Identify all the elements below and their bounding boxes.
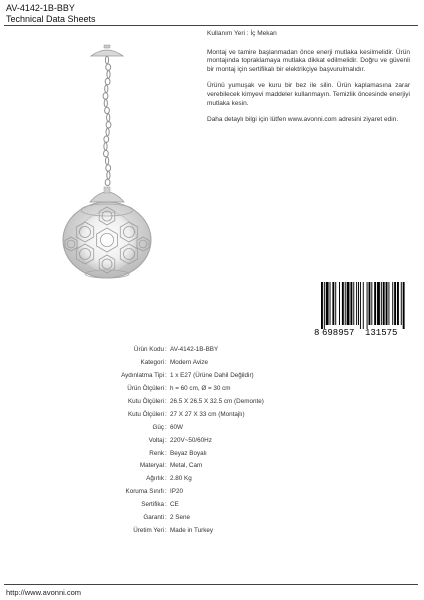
spec-label: Renk [149, 449, 164, 457]
spec-row [40, 512, 360, 525]
spec-value: 220V~50/60Hz [170, 436, 212, 444]
spec-label: Aydınlatma Tipi [121, 371, 164, 379]
pendant-lamp-image [55, 42, 170, 297]
product-code-heading: AV-4142-1B-BBY [6, 3, 75, 13]
barcode-left-digits: 698957 [322, 328, 355, 337]
usage-location-text: Kullanım Yeri : İç Mekan [207, 30, 277, 37]
spec-label: Üretim Yeri [133, 527, 164, 535]
usage-notes [207, 30, 410, 133]
spec-value: CE [170, 501, 179, 509]
header-divider [4, 25, 418, 26]
spec-row [40, 370, 360, 383]
spec-label: Kutu Ölçüleri [127, 397, 164, 405]
document-subtitle: Technical Data Sheets [6, 14, 96, 24]
spec-value: 2 Sene [170, 514, 190, 522]
spec-row [40, 448, 360, 461]
spec-value: 26.5 X 26.5 X 32.5 cm (Demonte) [170, 397, 264, 405]
footer-divider [4, 584, 418, 585]
spec-row [40, 435, 360, 448]
spec-label: Kutu Ölçüleri [127, 410, 164, 418]
spec-row [40, 357, 360, 370]
spec-value: Made in Turkey [170, 527, 214, 535]
spec-value: 1 x E27 (Ürüne Dahil Değildir) [170, 371, 254, 379]
spec-value: 60W [170, 423, 183, 431]
cleaning-instructions-text: Ürünü yumuşak ve kuru bir bez ile silin. Ürün kaplamasına zarar verebilecek kimyevi maddeler kullanmayın. Temizlik öncesinde enerjiyi mutlaka kesin. [207, 82, 410, 107]
spec-label: Koruma Sınıfı [125, 488, 164, 496]
more-info-text: Daha detaylı bilgi için lütfen www.avonni.com adresini ziyaret edin. [207, 116, 399, 124]
installation-warning-text: Montaj ve tamire başlanmadan önce enerji mutlaka kesilmelidir. Ürün montajında topraklamaya mutlaka dikkat edilmelidir. Doğru ve güvenli bir montaj için sertifikalı bir elektrikçiye başvurulmalıdır. [207, 48, 410, 73]
spec-separator: : [165, 423, 167, 431]
spec-row [40, 486, 360, 499]
spec-row [40, 383, 360, 396]
spec-row [40, 525, 360, 538]
spec-value: h = 60 cm, Ø = 30 cm [170, 384, 231, 392]
spec-value: 27 X 27 X 33 cm (Montajlı) [170, 410, 245, 418]
spec-separator: : [165, 527, 167, 535]
barcode-lead-digit: 8 [314, 328, 320, 337]
spec-row [40, 409, 360, 422]
spec-separator: : [165, 346, 167, 353]
spec-value: Modern Avize [170, 358, 209, 366]
spec-row [40, 422, 360, 435]
spec-separator: : [165, 371, 167, 379]
spec-value: Beyaz Boyalı [170, 449, 207, 457]
spec-value: 2.80 Kg [170, 475, 192, 483]
barcode-right-digits: 131575 [365, 328, 398, 337]
spec-row [40, 396, 360, 409]
spec-separator: : [165, 436, 167, 444]
spec-label: Kategori [140, 358, 164, 366]
spec-separator: : [165, 475, 167, 483]
spec-label: Garanti [143, 514, 164, 522]
spec-separator: : [165, 410, 167, 418]
ean-barcode [313, 282, 409, 337]
spec-row [40, 499, 360, 512]
spec-label: Ürün Kodu [133, 346, 164, 353]
spec-label: Ağırlık [146, 475, 164, 483]
spec-label: Güç [152, 423, 164, 431]
spec-separator: : [165, 501, 167, 509]
spec-separator: : [165, 462, 167, 470]
spec-separator: : [165, 384, 167, 392]
spec-row [40, 460, 360, 473]
spec-label: Ürün Ölçüleri [127, 384, 164, 392]
spec-label: Sertifika [141, 501, 164, 509]
spec-value: AV-4142-1B-BBY [170, 346, 219, 353]
spec-value: Metal, Cam [170, 462, 203, 470]
specification-table [40, 344, 360, 538]
spec-separator: : [165, 514, 167, 522]
website-link[interactable]: http://www.avonni.com [6, 588, 82, 597]
spec-row [40, 344, 360, 357]
spec-label: Materyal [139, 462, 164, 470]
spec-value: IP20 [170, 488, 183, 496]
spec-label: Voltaj [148, 436, 164, 444]
spec-row [40, 473, 360, 486]
spec-separator: : [165, 358, 167, 366]
spec-separator: : [165, 488, 167, 496]
spec-separator: : [165, 449, 167, 457]
spec-separator: : [165, 397, 167, 405]
